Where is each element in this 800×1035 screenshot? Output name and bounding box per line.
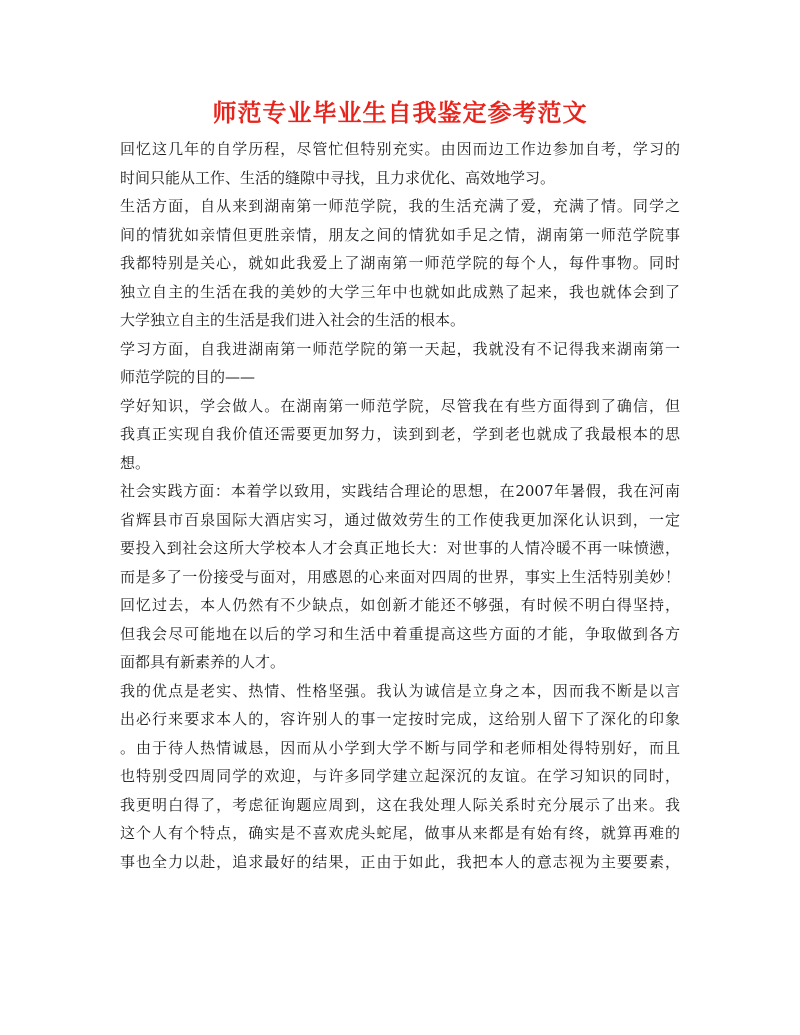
text-line: 学习方面，自我进湖南第一师范学院的第一天起，我就没有不记得我来湖南第一 bbox=[120, 339, 680, 358]
text-line: 社会实践方面：本着学以致用，实践结合理论的思想，在2007年暑假，我在河南 bbox=[120, 482, 680, 500]
text-line: 出必行来要求本人的，容许别人的事一定按时完成，这给别人留下了深化的印象 bbox=[120, 710, 680, 728]
text-line: 大学独立自主的生活是我们进入社会的生活的根本。 bbox=[120, 311, 466, 329]
text-line: 省辉县市百泉国际大酒店实习，通过做效劳生的工作使我更加深化认识到，一定 bbox=[120, 510, 680, 529]
text-line: 要投入到社会这所大学校本人才会真正地长大：对世事的人情冷暖不再一味愤懑， bbox=[120, 539, 680, 557]
text-line: 师范学院的目的—— bbox=[120, 368, 256, 386]
text-line: 。由于待人热情诚恳，因而从小学到大学不断与同学和老师相处得特别好，而且 bbox=[120, 738, 680, 757]
text-line: 而是多了一份接受与面对，用感恩的心来面对四周的世界，事实上生活特别美妙！ bbox=[120, 567, 680, 586]
text-line: 独立自主的生活在我的美妙的大学三年中也就如此成熟了起来，我也就体会到了 bbox=[120, 282, 680, 301]
text-line: 想。 bbox=[120, 453, 151, 472]
document-body bbox=[120, 135, 680, 876]
text-line: 回忆过去，本人仍然有不少缺点，如创新才能还不够强，有时候不明白得坚持， bbox=[120, 596, 680, 614]
text-line: 我的优点是老实、热情、性格坚强。我认为诚信是立身之本，因而我不断是以言 bbox=[120, 681, 680, 700]
document-title: 师范专业毕业生自我鉴定参考范文 bbox=[212, 98, 588, 127]
text-line: 学好知识，学会做人。在湖南第一师范学院，尽管我在有些方面得到了确信，但 bbox=[120, 396, 680, 415]
text-line: 回忆这几年的自学历程，尽管忙但特别充实。由因而边工作边参加自考，学习的 bbox=[120, 140, 680, 158]
text-line: 间的情犹如亲情但更胜亲情，朋友之间的情犹如手足之情，湖南第一师范学院事 bbox=[120, 225, 680, 244]
text-line: 我真正实现自我价值还需要更加努力，读到到老，学到老也就成了我最根本的思 bbox=[120, 425, 680, 443]
text-line: 这个人有个特点，确实是不喜欢虎头蛇尾，做事从来都是有始有终，就算再难的 bbox=[120, 824, 680, 842]
text-line: 我都特别是关心，就如此我爱上了湖南第一师范学院的每个人，每件事物。同时 bbox=[120, 254, 680, 272]
text-line: 时间只能从工作、生活的缝隙中寻找，且力求优化、高效地学习。 bbox=[120, 168, 556, 187]
text-line: 但我会尽可能地在以后的学习和生活中着重提高这些方面的才能，争取做到各方 bbox=[120, 624, 680, 643]
text-line: 我更明白得了，考虑征询题应周到，这在我处理人际关系时充分展示了出来。我 bbox=[120, 795, 680, 814]
text-line: 面都具有新素养的人才。 bbox=[120, 653, 286, 671]
text-line: 生活方面，自从来到湖南第一师范学院，我的生活充满了爱，充满了情。同学之 bbox=[120, 197, 680, 215]
text-line: 也特别受四周同学的欢迎，与许多同学建立起深沉的友谊。在学习知识的同时， bbox=[120, 767, 680, 785]
text-line: 事也全力以赴，追求最好的结果，正由于如此，我把本人的意志视为主要要素， bbox=[120, 852, 680, 871]
document-page bbox=[120, 97, 680, 876]
